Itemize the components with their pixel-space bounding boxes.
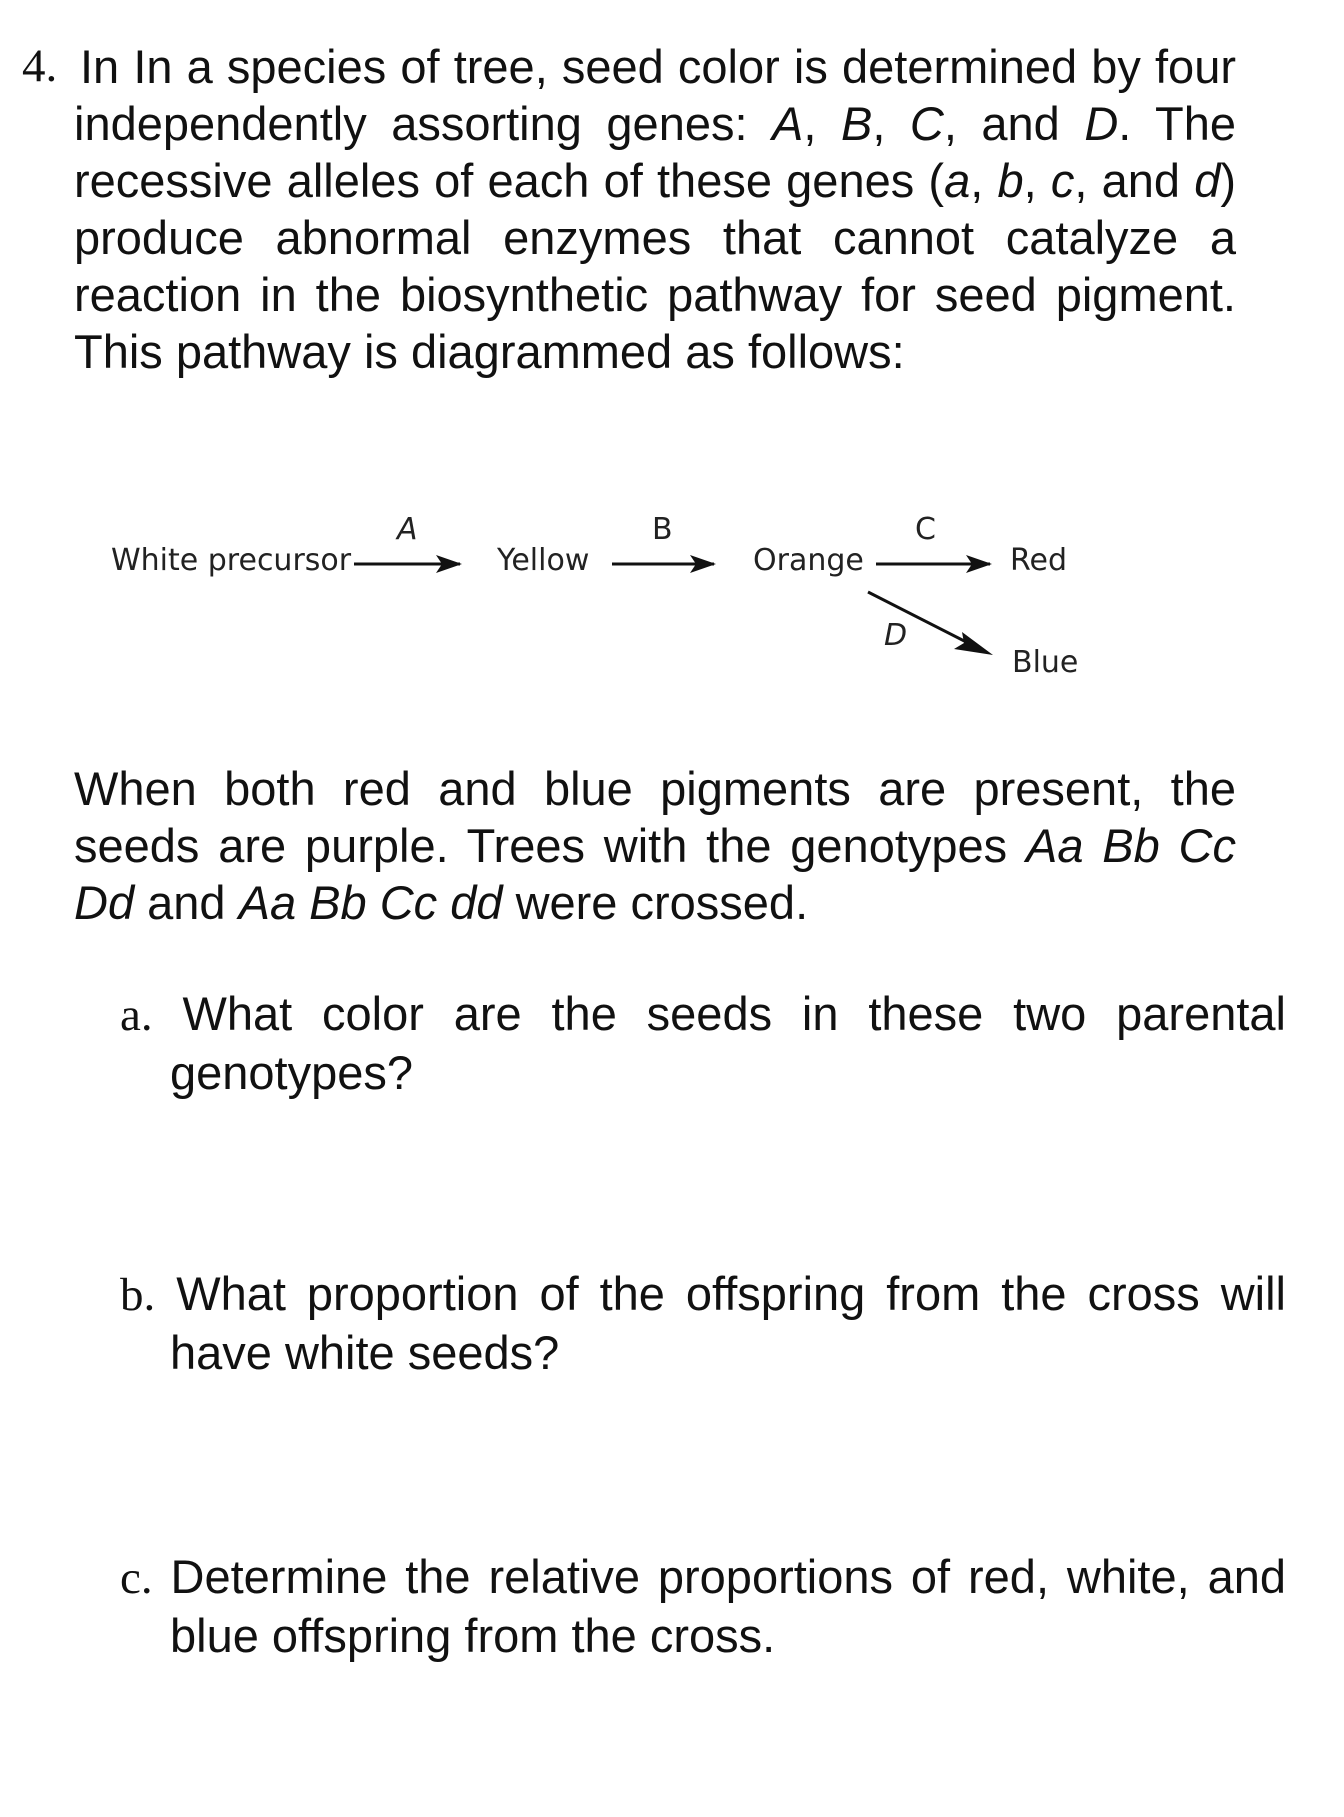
allele-d: d <box>1194 154 1221 207</box>
allele-a: a <box>944 154 971 207</box>
question-intro <box>74 38 1236 380</box>
node-red: Red <box>1010 543 1067 578</box>
intro-tail: ) produce abnormal enzymes that cannot catalyze a reaction in the biosynthetic pathway for seed pigment. This pathway is diagrammed as follows: <box>74 154 1236 378</box>
enzyme-b-label: B <box>652 512 673 547</box>
separator: , and <box>943 97 1085 150</box>
separator: , <box>803 97 841 150</box>
genotype-2: Aa Bb Cc dd <box>238 876 503 929</box>
node-orange: Orange <box>753 543 864 578</box>
enzyme-d-label: D <box>884 618 908 653</box>
question-number: 4. <box>22 40 58 92</box>
sub-question-b <box>120 1265 1286 1381</box>
sub-question-a-text: What color are the seeds in these two parental genotypes? <box>170 987 1286 1099</box>
cross-joiner: and <box>134 876 239 929</box>
cross-lead: When both red and blue pigments are present, the seeds are purple. Trees with the genotypes <box>74 762 1236 872</box>
enzyme-a-label: A <box>397 512 418 547</box>
separator: , <box>1023 154 1051 207</box>
sub-question-a <box>120 985 1286 1101</box>
allele-b: b <box>997 154 1024 207</box>
arrow-b <box>612 555 716 573</box>
separator: , and <box>1074 154 1195 207</box>
cross-description <box>74 760 1236 931</box>
separator: , <box>970 154 998 207</box>
sub-question-b-letter: b. <box>120 1269 156 1321</box>
separator: , <box>872 97 910 150</box>
cross-tail: were crossed. <box>502 876 809 929</box>
genotype-1: Aa Bb Cc Dd <box>74 819 1236 929</box>
sub-question-a-letter: a. <box>120 989 153 1041</box>
gene-b: B <box>840 97 873 150</box>
node-blue: Blue <box>1012 645 1079 680</box>
arrow-c <box>876 555 992 573</box>
enzyme-c-label: C <box>915 512 936 547</box>
node-white-precursor: White precursor <box>111 543 352 578</box>
intro-lead: In In a species of tree, seed color is determined by four independently assorting genes: <box>74 40 1236 150</box>
gene-a: A <box>772 97 804 150</box>
intro-mid: . The recessive alleles of each of these genes ( <box>74 97 1236 207</box>
pathway-diagram <box>0 500 1344 720</box>
sub-question-b-text: What proportion of the offspring from the cross will have white seeds? <box>170 1267 1286 1379</box>
node-yellow: Yellow <box>497 543 590 578</box>
gene-c: C <box>909 97 944 150</box>
sub-question-c-letter: c. <box>120 1552 153 1604</box>
sub-question-c <box>120 1548 1286 1664</box>
arrow-a <box>354 555 462 573</box>
allele-c: c <box>1050 154 1075 207</box>
gene-d: D <box>1084 97 1119 150</box>
sub-question-c-text: Determine the relative proportions of red, white, and blue offspring from the cross. <box>170 1550 1286 1662</box>
